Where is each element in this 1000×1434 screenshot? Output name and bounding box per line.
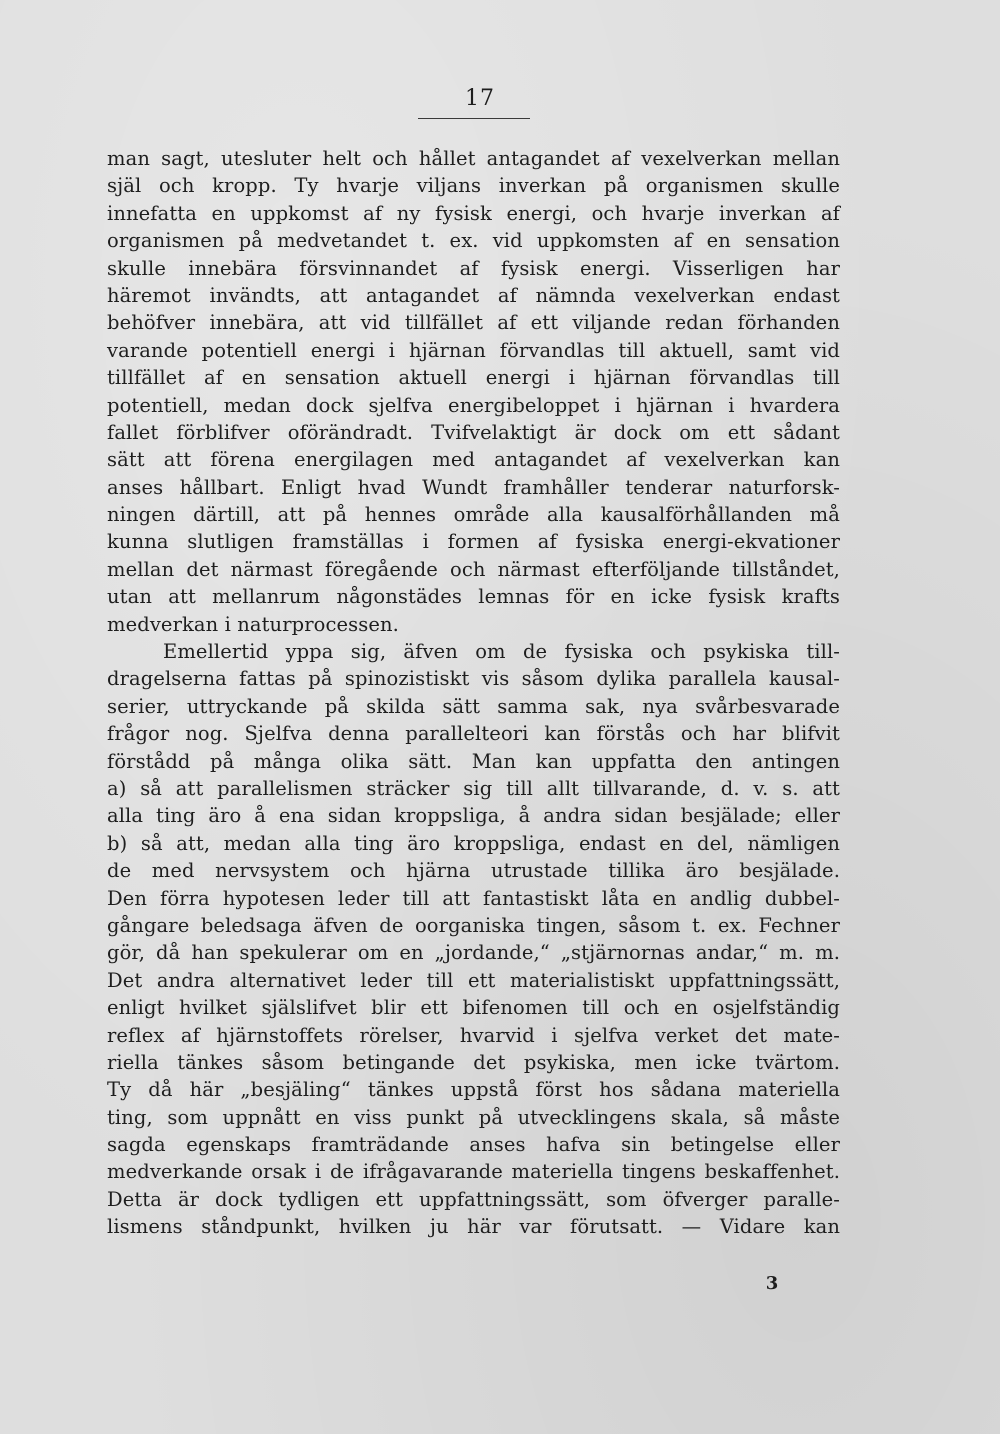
text-line: enligt hvilket själslifvet blir ett bifenomen till och en osjelfständig <box>107 996 840 1020</box>
text-line: utan att mellanrum någonstädes lemnas för en icke fysisk krafts <box>107 585 840 609</box>
paragraph-start-line: Emellertid yppa sig, äfven om de fysiska och psykiska till- <box>163 640 840 664</box>
text-line: riella tänkes såsom betingande det psykiska, men icke tvärtom. <box>107 1050 840 1074</box>
header-rule <box>418 118 530 119</box>
text-line: kunna slutligen framställas i formen af fysiska energi-ekvationer <box>107 530 840 554</box>
text-line: Detta är dock tydligen ett uppfattningssätt, som öfverger paralle- <box>107 1187 840 1211</box>
text-line: reflex af hjärnstoffets rörelser, hvarvid i sjelfva verket det mate- <box>107 1023 840 1047</box>
text-line: anses hållbart. Enligt hvad Wundt framhåller tenderar naturforsk- <box>107 475 840 499</box>
text-line: fallet förblifver oförändradt. Tvifvelaktigt är dock om ett sådant <box>107 420 840 444</box>
text-line: de med nervsystem och hjärna utrustade tillika äro besjälade. <box>107 859 840 883</box>
text-line: ningen därtill, att på hennes område alla kausalförhållanden må <box>107 503 840 527</box>
text-line: förstådd på många olika sätt. Man kan uppfatta den antingen <box>107 749 840 773</box>
text-line: sagda egenskaps framträdande anses hafva sin betingelse eller <box>107 1133 840 1157</box>
text-line: gångare beledsaga äfven de oorganiska tingen, såsom t. ex. Fechner <box>107 913 840 937</box>
text-line: alla ting äro å ena sidan kroppsliga, å andra sidan besjälade; eller <box>107 804 840 828</box>
text-line: skulle innebära försvinnandet af fysisk energi. Visserligen har <box>107 256 840 280</box>
body-text <box>107 145 840 1241</box>
text-line: ting, som uppnått en viss punkt på utvecklingens skala, så måste <box>107 1105 840 1129</box>
paragraph-end-line: medverkan i naturprocessen. <box>107 612 399 636</box>
text-line: organismen på medvetandet t. ex. vid uppkomsten af en sensation <box>107 229 840 253</box>
text-line: frågor nog. Sjelfva denna parallelteori kan förstås och har blifvit <box>107 722 840 746</box>
text-line: gör, då han spekulerar om en „jordande,“ „stjärnornas andar,“ m. m. <box>107 941 840 965</box>
text-line: innefatta en uppkomst af ny fysisk energi, och hvarje inverkan af <box>107 201 840 225</box>
text-line: potentiell, medan dock sjelfva energibeloppet i hjärnan i hvardera <box>107 393 840 417</box>
signature-mark: 3 <box>765 1273 779 1294</box>
text-line: varande potentiell energi i hjärnan förvandlas till aktuell, samt vid <box>107 338 840 362</box>
text-line: behöfver innebära, att vid tillfället af ett viljande redan förhanden <box>107 311 840 335</box>
text-line: tillfället af en sensation aktuell energi i hjärnan förvandlas till <box>107 366 840 390</box>
text-line: Den förra hypotesen leder till att fantastiskt låta en andlig dubbel- <box>107 886 840 910</box>
text-line: dragelserna fattas på spinozistiskt vis såsom dylika parallela kausal- <box>107 667 840 691</box>
page-number: 17 <box>465 86 495 111</box>
text-line: Det andra alternativet leder till ett materialistiskt uppfattningssätt, <box>107 968 840 992</box>
text-line: b) så att, medan alla ting äro kroppsliga, endast en del, nämligen <box>107 831 840 855</box>
text-line: lismens ståndpunkt, hvilken ju här var förutsatt. — Vidare kan <box>107 1215 840 1239</box>
text-line: medverkande orsak i de ifrågavarande materiella tingens beskaffenhet. <box>107 1160 840 1184</box>
text-line: själ och kropp. Ty hvarje viljans inverkan på organismen skulle <box>107 174 840 198</box>
text-line: man sagt, utesluter helt och hållet antagandet af vexelverkan mellan <box>107 147 840 170</box>
text-line: sätt att förena energilagen med antagandet af vexelverkan kan <box>107 448 840 472</box>
text-line: a) så att parallelismen sträcker sig till allt tillvarande, d. v. s. att <box>107 776 840 800</box>
text-line: serier, uttryckande på skilda sätt samma sak, nya svårbesvarade <box>107 694 840 718</box>
text-line: mellan det närmast föregående och närmast efterföljande tillståndet, <box>107 557 840 581</box>
text-line: Ty då här „besjäling“ tänkes uppstå först hos sådana materiella <box>107 1078 840 1102</box>
text-line: häremot invändts, att antagandet af nämnda vexelverkan endast <box>107 283 840 307</box>
